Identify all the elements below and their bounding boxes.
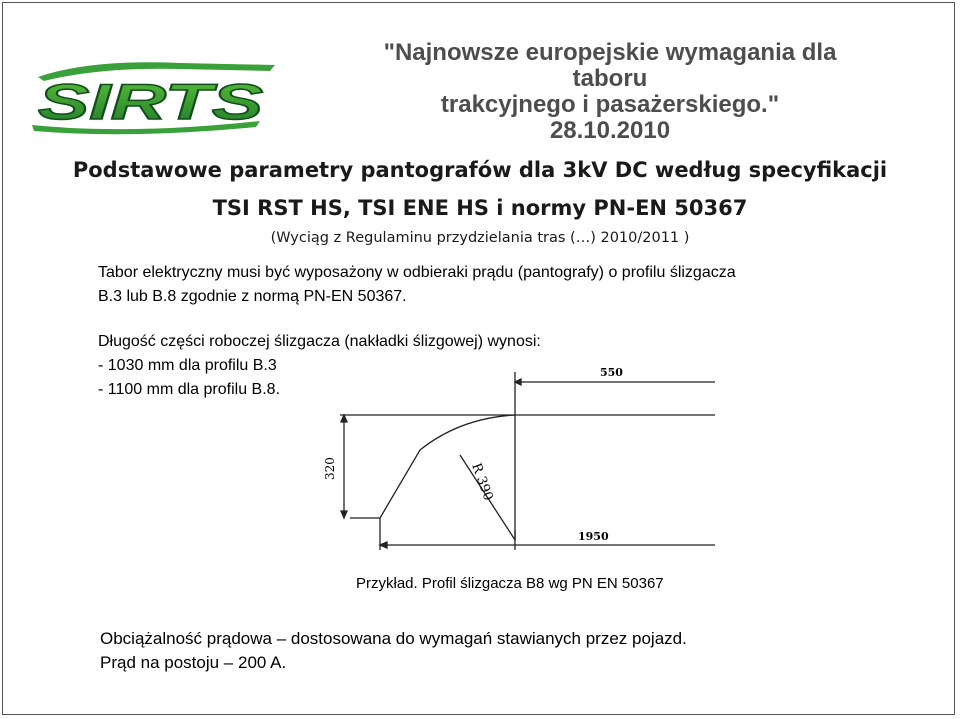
dim-bottom-label: 1950 <box>578 530 609 543</box>
paragraph-profile <box>98 261 898 309</box>
sirts-logo <box>30 55 275 135</box>
page-subtitle: (Wyciąg z Regulaminu przydzielania tras (…) 2010/2011 ) <box>270 230 690 246</box>
conference-date: 28.10.2010 <box>549 117 671 144</box>
dim-radius-label: R 390 <box>468 461 496 503</box>
dim-top-label: 550 <box>600 366 623 379</box>
dim-height-label: 320 <box>323 457 337 480</box>
paragraph-line: Obciążalność prądowa – dostosowana do wymagań stawianych przez pojazd. <box>100 629 687 648</box>
pantograph-profile-diagram <box>310 360 720 570</box>
paragraph-line: Długość części roboczej ślizgacza (nakładki ślizgowej) wynosi: <box>98 333 541 350</box>
paragraph-line: - 1030 mm dla profilu B.3 <box>98 357 277 374</box>
page-title-line2: TSI RST HS, TSI ENE HS i normy PN-EN 50367 <box>212 196 748 220</box>
conference-line1: "Najnowsze europejskie wymagania dla taboru <box>383 39 837 92</box>
paragraph-line: Tabor elektryczny musi być wyposażony w odbieraki prądu (pantografy) o profilu ślizgacza <box>98 264 736 281</box>
conference-title <box>370 40 850 144</box>
page-title-line1: Podstawowe parametry pantografów dla 3kV DC według specyfikacji <box>72 158 888 182</box>
conference-line2: trakcyjnego i pasażerskiego." <box>440 91 780 118</box>
paragraph-current <box>100 627 900 675</box>
logo-text: SIRTS <box>38 74 263 130</box>
paragraph-line: - 1100 mm dla profilu B.8. <box>98 381 281 398</box>
paragraph-line: B.3 lub B.8 zgodnie z normą PN-EN 50367. <box>98 288 407 305</box>
paragraph-line: Prąd na postoju – 200 A. <box>100 653 287 672</box>
diagram-caption: Przykład. Profil ślizgacza B8 wg PN EN 50367 <box>356 575 664 592</box>
